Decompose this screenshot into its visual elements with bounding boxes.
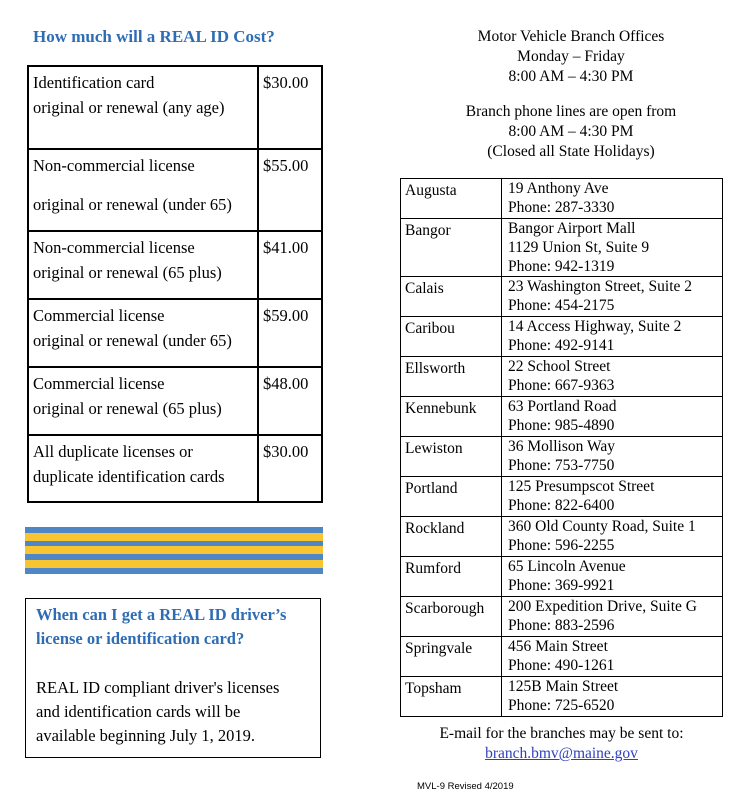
branch-address: 14 Access Highway, Suite 2 — [508, 318, 682, 335]
real-id-info-box — [25, 598, 321, 758]
branch-row — [401, 317, 723, 357]
branch-table — [400, 178, 723, 717]
branch-address-cell — [502, 437, 723, 477]
branch-row — [401, 597, 723, 637]
branch-row — [401, 517, 723, 557]
cost-row — [28, 149, 322, 231]
branch-city: Bangor — [401, 219, 502, 277]
license-type-detail: duplicate identification cards — [33, 467, 225, 486]
branch-city: Rumford — [401, 557, 502, 597]
info-answer-line: REAL ID compliant driver's licenses — [36, 678, 280, 697]
branch-address: 125B Main Street — [508, 678, 619, 695]
branch-address: 360 Old County Road, Suite 1 — [508, 518, 696, 535]
cost-section-title: How much will a REAL ID Cost? — [33, 27, 275, 46]
cost-row — [28, 66, 322, 149]
decorative-stripes — [25, 527, 323, 574]
branch-phone: Phone: 492-9141 — [508, 337, 615, 354]
license-type-cell — [28, 367, 258, 435]
license-type-detail: original or renewal (65 plus) — [33, 399, 222, 418]
branch-phone: Phone: 369-9921 — [508, 577, 615, 594]
branch-phone: Phone: 667-9363 — [508, 377, 615, 394]
branch-row — [401, 477, 723, 517]
branch-city: Calais — [401, 277, 502, 317]
branch-address: Bangor Airport Mall — [508, 220, 636, 237]
price-cell: $30.00 — [258, 66, 322, 149]
branch-address: 19 Anthony Ave — [508, 180, 609, 197]
branch-row — [401, 437, 723, 477]
branch-address: 36 Mollison Way — [508, 438, 615, 455]
license-type-cell — [28, 66, 258, 149]
info-question-line: When can I get a REAL ID driver’s — [36, 605, 287, 624]
info-question-line: license or identification card? — [36, 629, 245, 648]
cost-row — [28, 435, 322, 502]
email-link[interactable]: branch.bmv@maine.gov — [485, 745, 638, 762]
branch-phone: Phone: 596-2255 — [508, 537, 615, 554]
branch-address: 23 Washington Street, Suite 2 — [508, 278, 693, 295]
phone-hours: 8:00 AM – 4:30 PM — [508, 123, 634, 140]
branch-row — [401, 397, 723, 437]
branch-address: 65 Lincoln Avenue — [508, 558, 626, 575]
price-cell: $59.00 — [258, 299, 322, 367]
offices-heading: Motor Vehicle Branch Offices — [477, 28, 665, 45]
license-type: All duplicate licenses or — [33, 442, 193, 461]
branch-city: Portland — [401, 477, 502, 517]
license-type-detail: original or renewal (under 65) — [33, 195, 232, 214]
branch-city: Lewiston — [401, 437, 502, 477]
office-hours: 8:00 AM – 4:30 PM — [508, 68, 634, 85]
branch-city: Ellsworth — [401, 357, 502, 397]
branch-address-cell — [502, 517, 723, 557]
cost-table — [27, 65, 323, 503]
license-type: Non-commercial license — [33, 238, 195, 257]
office-days: Monday – Friday — [517, 48, 625, 65]
branch-city: Springvale — [401, 637, 502, 677]
email-note — [400, 724, 723, 764]
branch-address: 456 Main Street — [508, 638, 608, 655]
branch-phone: Phone: 822-6400 — [508, 497, 615, 514]
branch-phone: Phone: 883-2596 — [508, 617, 615, 634]
info-answer-line: and identification cards will be — [36, 702, 241, 721]
info-answer — [36, 676, 279, 748]
license-type: Non-commercial license — [33, 156, 195, 175]
branch-address-cell — [502, 637, 723, 677]
branch-phone: Phone: 753-7750 — [508, 457, 615, 474]
branch-city: Scarborough — [401, 597, 502, 637]
branch-row — [401, 557, 723, 597]
license-type: Commercial license — [33, 374, 165, 393]
branch-row — [401, 637, 723, 677]
branch-address-cell — [502, 179, 723, 219]
holidays-note: (Closed all State Holidays) — [487, 143, 655, 160]
license-type-cell — [28, 231, 258, 299]
price-cell: $55.00 — [258, 149, 322, 231]
branch-address: 22 School Street — [508, 358, 611, 375]
info-question — [36, 603, 286, 651]
branch-phone: Phone: 985-4890 — [508, 417, 615, 434]
branch-address: 63 Portland Road — [508, 398, 617, 415]
price-cell: $41.00 — [258, 231, 322, 299]
branch-address-cell — [502, 677, 723, 717]
branch-row — [401, 357, 723, 397]
branch-row — [401, 677, 723, 717]
branch-city: Augusta — [401, 179, 502, 219]
form-footer: MVL-9 Revised 4/2019 — [417, 781, 514, 792]
branch-address-cell — [502, 357, 723, 397]
license-type-detail: original or renewal (any age) — [33, 98, 225, 117]
branch-row — [401, 219, 723, 277]
branch-row — [401, 179, 723, 219]
cost-row — [28, 299, 322, 367]
phone-hours-block — [400, 102, 742, 162]
license-type-detail: original or renewal (under 65) — [33, 331, 232, 350]
branch-row — [401, 277, 723, 317]
branch-address: 1129 Union St, Suite 9 — [508, 239, 650, 256]
branch-city: Topsham — [401, 677, 502, 717]
branch-phone: Phone: 490-1261 — [508, 657, 615, 674]
license-type-cell — [28, 149, 258, 231]
branch-phone: Phone: 454-2175 — [508, 297, 615, 314]
license-type-detail: original or renewal (65 plus) — [33, 263, 222, 282]
email-note-text: E-mail for the branches may be sent to: — [439, 725, 684, 742]
cost-row — [28, 367, 322, 435]
price-cell: $30.00 — [258, 435, 322, 502]
branch-phone: Phone: 942-1319 — [508, 258, 615, 275]
branch-address: 125 Presumpscot Street — [508, 478, 655, 495]
info-answer-line: available beginning July 1, 2019. — [36, 726, 256, 745]
branch-address-cell — [502, 557, 723, 597]
office-hours-block — [400, 27, 742, 87]
branch-address-cell — [502, 277, 723, 317]
branch-city: Kennebunk — [401, 397, 502, 437]
branch-address: 200 Expedition Drive, Suite G — [508, 598, 697, 615]
license-type: Commercial license — [33, 306, 165, 325]
branch-address-cell — [502, 317, 723, 357]
branch-phone: Phone: 287-3330 — [508, 199, 615, 216]
branch-address-cell — [502, 477, 723, 517]
branch-city: Rockland — [401, 517, 502, 557]
license-type: Identification card — [33, 73, 155, 92]
branch-address-cell — [502, 219, 723, 277]
license-type-cell — [28, 299, 258, 367]
cost-row — [28, 231, 322, 299]
branch-city: Caribou — [401, 317, 502, 357]
phone-note: Branch phone lines are open from — [465, 103, 677, 120]
branch-phone: Phone: 725-6520 — [508, 697, 615, 714]
branch-address-cell — [502, 397, 723, 437]
license-type-cell — [28, 435, 258, 502]
price-cell: $48.00 — [258, 367, 322, 435]
branch-address-cell — [502, 597, 723, 637]
